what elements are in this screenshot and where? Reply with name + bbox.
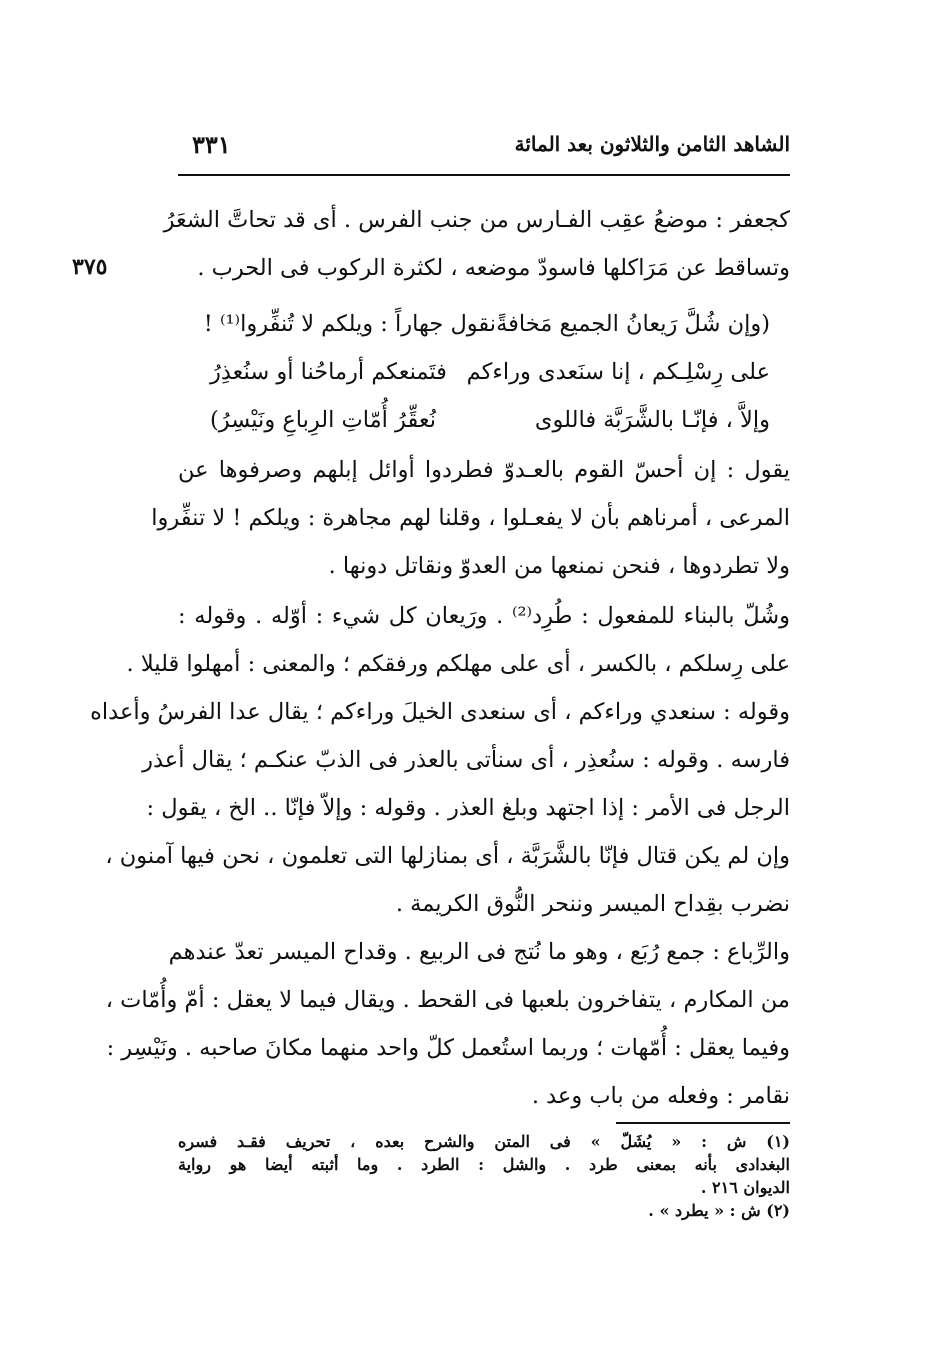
poem-verses bbox=[203, 300, 770, 444]
verse-line bbox=[203, 300, 770, 348]
text-line: الرجل فى الأمر : إذا اجتهد وبلغ العذر . وقوله : وإلاّ فإنّا .. الخ ، يقول : bbox=[146, 795, 790, 821]
verse-second-hemistich: فتَمنعكم أرماحُنا أو سنُعذِرُ bbox=[210, 359, 447, 385]
text-line: نضرب بقِداح الميسر وننحر النُّوق الكريمة . bbox=[395, 891, 790, 917]
text-line: وفيما يعقل : أُمّهات ؛ وربما استُعمل كلّ واحد منهما مكانَ صاحبه . ونَيْسِر : bbox=[106, 1035, 790, 1061]
verse-line bbox=[210, 348, 770, 396]
verse-first-hemistich: وإلاَّ ، فإنّـا بالشَّرَبَّة فاللوى bbox=[534, 407, 770, 433]
text-line: على رِسلكم ، بالكسر ، أى على مهلكم ورفقكم ؛ والمعنى : أمهلوا قليلا . bbox=[126, 651, 790, 677]
text-line: وقوله : سنعدي وراءكم ، أى سنعدى الخيلَ وراءكم ؛ يقال عدا الفرسُ وأعداه bbox=[90, 699, 790, 725]
commentary-paragraph-3 bbox=[105, 928, 790, 1120]
margin-reference-number: ٣٧٥ bbox=[72, 254, 108, 280]
text-line: نقامر : وفعله من باب وعد . bbox=[531, 1083, 790, 1109]
header-rule bbox=[178, 174, 790, 176]
verse-first-hemistich: على رِسْلِـكم ، إنا سنَعدى وراءكم bbox=[466, 359, 770, 385]
page-number: ٣٣١ bbox=[192, 130, 231, 159]
commentary-paragraph-2 bbox=[90, 592, 790, 928]
verse-second-hemistich: نقول جهاراً : ويلكم لا تُنفِّروا⁽¹⁾ ! bbox=[203, 311, 497, 337]
text-line: وشُلّ بالبناء للمفعول : طُرِد⁽²⁾ . ورَيعان كل شيء : أوّله . وقوله : bbox=[178, 603, 790, 629]
verse-first-hemistich: (وإن شُلَّ رَيعانُ الجميع مَخافةً bbox=[496, 311, 770, 337]
text-line: المرعى ، أمرناهم بأن لا يفعـلوا ، وقلنا لهم مجاهرة : ويلكم ! لا تنفِّروا bbox=[151, 505, 790, 531]
text-line: فارسه . وقوله : سنُعذِر ، أى سنأتى بالعذر فى الذبّ عنكـم ؛ يقال أعذر bbox=[142, 747, 790, 773]
verse-second-hemistich: نُعقِّرُ أُمّاتِ الرِباعِ ونَيْسِرُ) bbox=[210, 407, 436, 433]
text-line: من المكارم ، يتفاخرون بلعبها فى القحط . ويقال فيما لا يعقل : أمّ وأُمّات ، bbox=[105, 987, 790, 1013]
intro-paragraph bbox=[163, 196, 790, 292]
footnote-line: (٢) ش : « يطرد » . bbox=[648, 1201, 790, 1220]
text-line: كجعفر : موضعُ عقِب الفـارس من جنب الفرس . أى قد تحاتَّ الشعَرُ bbox=[163, 207, 790, 233]
running-title: الشاهد الثامن والثلاثون بعد المائة bbox=[514, 132, 790, 156]
text-line: والرِّباع : جمع رُبَع ، وهو ما نُتج فى الربيع . وقداح الميسر تعدّ عندهم bbox=[168, 939, 790, 965]
commentary-paragraph-1 bbox=[151, 446, 790, 590]
text-line: يقول : إن أحسّ القوم بالعـدوّ فطردوا أوائل إبلهم وصرفوها عن bbox=[178, 457, 790, 483]
text-line: وإن لم يكن قتال فإنّا بالشَّرَبَّة ، أى بمنازلها التى تعلمون ، نحن فيها آمنون ، bbox=[105, 843, 790, 869]
footnote-line: الديوان ٢١٦ . bbox=[700, 1178, 790, 1197]
footnotes bbox=[178, 1130, 790, 1222]
footnote-line: (١) ش : « يُشَلّ » فى المتن والشرح بعده ، تحريف فقـد فسره bbox=[178, 1132, 790, 1151]
footnote-rule bbox=[616, 1122, 790, 1124]
page-header bbox=[178, 128, 790, 172]
footnote-line: البغدادى بأنه بمعنى طرد . والشل : الطرد . وما أثبته أيضا هو رواية bbox=[178, 1155, 790, 1174]
text-line: ولا تطردوها ، فنحن نمنعها من العدوّ ونقاتل دونها . bbox=[328, 553, 790, 579]
text-line: وتساقط عن مَرَاكلها فاسودّ موضعه ، لكثرة الركوب فى الحرب . bbox=[197, 255, 790, 281]
verse-line bbox=[210, 396, 770, 444]
